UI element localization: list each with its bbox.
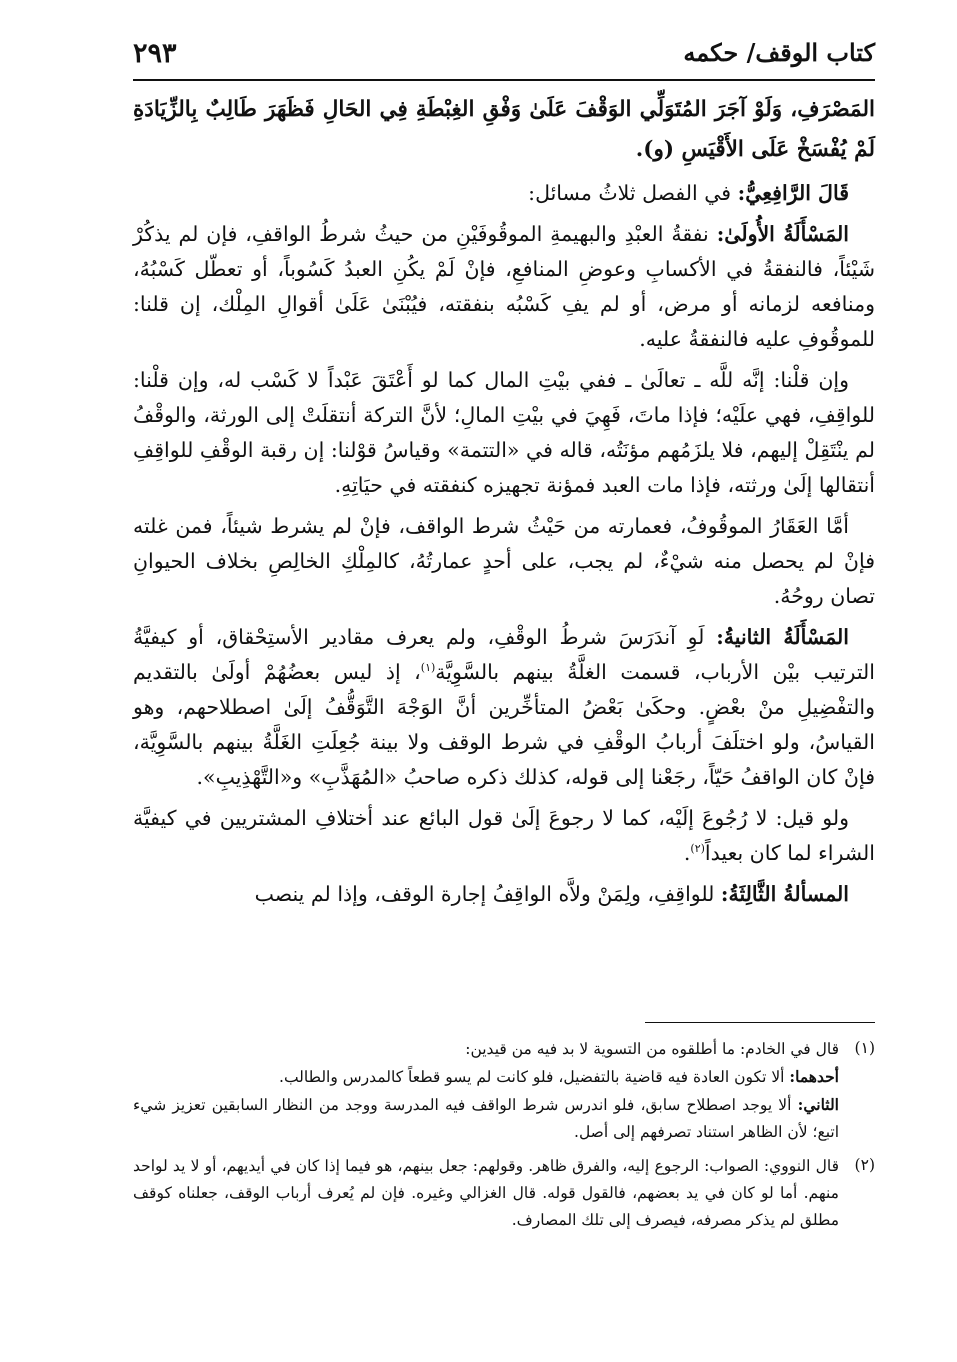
paragraph-text: لَوِ آندَرَسَ شرطُ الوقْفِ، ولم يعرف مقادير الأستِحْقاق، أو كيفيَّةُ الترتيب بيْن الأرباب، قسمت الغلَّةُ بينهم بالسَّوِيَّة <box>133 625 875 684</box>
paragraph-second-issue <box>133 620 875 795</box>
paragraph-body <box>133 801 875 871</box>
footnote-lead: أحدهما: <box>789 1067 839 1086</box>
paragraph-first-issue <box>133 217 875 357</box>
paragraph-third-issue <box>133 877 875 912</box>
footnote-body <box>133 1035 839 1146</box>
footnote-text: ألا يوجد اصطلاح سابق، فلو اندرس شرط الواقف فيه المدرسة ووجد من النظار السابقين تعزيز شيء اتبع؛ لأن الظاهر استناد تصرفهم إلى أصل. <box>133 1096 839 1141</box>
paragraph-text: ولو قيل: لا رُجُوعَ إلَيْه، كما لا رجوعَ إلَىٰ قول البائع عند أختلافِ المشتريين في كيفيَّة الشراء لما كان بعيداً <box>133 806 875 865</box>
footnote-separator <box>645 1022 875 1023</box>
paragraph-rafii-intro <box>133 176 875 211</box>
footnote-line <box>133 1035 839 1063</box>
paragraph-text: . <box>683 841 691 865</box>
main-text <box>133 90 875 918</box>
footnote-line <box>133 1091 839 1146</box>
footnote-ref[interactable]: (١) <box>420 661 436 675</box>
paragraph-text: ، إذ ليس بعضُهُمْ أولَىٰ بالتقديم والتفْضِيلِ منْ بعْضٍ. وحكَىٰ بَعْضُ المتأخِّرين أنَّ الوَجْهَ التَّوَقُّفُ إلَىٰ اصطلاحهم، وهو القياسُ، ولو اختلَفَ أربابُ الوقْفِ في شرط الوقف ولا بينة جُعِلَتِ الغَلَّةُ بينهم بالسَّوِيَّة، فإنْ كان الواقفُ حَيّاً، رجَعْنا إلى قوله، كذلك ذكره صاحبُ «المُهَذَّبِ» و«التَّهْذِيبِ». <box>133 660 875 789</box>
header-rule <box>133 79 875 81</box>
footnote-number: (٢) <box>854 1156 875 1174</box>
paragraph-text: وإن قلْنا: إنَّه للَّه ـ تعالَىٰ ـ ففي بيْتِ المال كما لو أَعْتَقَ عَبْداً لا كَسْب له، وإن قلْنا: للواقِفِ، فهي علَيْه؛ فإذا ماتَ، فَهِيَ في بيْتِ المالِ؛ لأنَّ التركة أنتقلَتْ إلى الورثة، والوقْفُ لم ينْتَقِلْ إليهم، فلا يلزَمُهم مؤنَتُه، قاله في «التتمة» وقياسُ قوْلنا: إن رقبة الوقْفِ للواقِفِ أنتقالها إلَىٰ ورثته، فإذا مات العبد فمؤنة تجهيزه كنفقته في حيَاتِهِ. <box>133 368 875 497</box>
page-number: ٢٩٣ <box>133 38 177 69</box>
paragraph-text: المَصْرَفِ، وَلَوْ آجَرَ المُتَوَلِّي الوَقْفَ عَلَىٰ وَفْقِ الغِبْطَةِ فِي الحَالِ فَظَهَرَ طَالِبٌ بِالزِّيَادَةِ لَمْ يُفْسَخْ عَلَى الأَقْيَسِ (و). <box>133 97 875 162</box>
footnote <box>133 1035 875 1146</box>
footnote-ref[interactable]: (٢) <box>690 842 705 856</box>
footnote-text: قال النووي: الصواب: الرجوع إليه، والفرق ظاهر. وقولهم: جعل بينهم، هو فيما إذا كان في أيديهم، أو لا يد لواحد منهم. أما لو كان في يد بعضهم، فالقول قوله. قال الغزالي وغيره. فإن لم يُعرف أرباب الوقف، جعلناه كوقف مطلق لم يذكر مصرفه، فيصرف إلى تلك المصارف. <box>133 1157 839 1229</box>
paragraph-lead: المَسْأَلَةُ الثانيةُ: <box>716 625 849 649</box>
footnote-lead: الثاني: <box>797 1095 839 1114</box>
running-head <box>133 30 875 80</box>
footnote-text: قال في الخادم: ما أطلقوه من التسوية لا بد فيه من قيدين: <box>465 1040 839 1058</box>
paragraph-text: أمَّا العَقَارُ الموقُوفُ، فعمارته من حَيْثُ شرط الواقف، فإنْ لم يشرط شيئاً، فمن غلته فإنْ لم يحصل منه شيْءٌ، لم يجب، على أحدٍ عمارتُهُ، كالمِلْكِ الخالِصِ بخلاف الحيوانِ تصان روحُهُ. <box>133 514 875 608</box>
footnote <box>133 1152 875 1234</box>
paragraph-text: نفقةُ العبْدِ والبهيمةِ الموقُوفَيْنِ من حيثُ شرطُ الواقفِ، فإن لم يذكُرْ شَيْئاً، فالنفقةُ في الأكسابِ وعوضِ المنافعِ، فإنْ لَمْ يكُنِ العبدُ كَسُوباً، أو تعطّل كَسْبُهُ، ومنافعه لزمانه أو مرض، أو لم يفِ كَسْبُه بنفقته، فيُبْنَىٰ عَلَىٰ أقوالِ المِلْك، إن قلنا: للموقُوفِ عليه فالنفقةُ عليه. <box>133 222 875 351</box>
footnote-line <box>133 1063 839 1091</box>
footnote-body <box>133 1152 839 1234</box>
footnotes <box>133 1035 875 1240</box>
paragraph-matn <box>133 90 875 170</box>
paragraph-text: للواقِفِ، ولِمَنْ ولاَّه الواقِفُ إجارة الوقف، وإذا لم ينصب <box>254 882 721 906</box>
footnote-line <box>133 1152 839 1234</box>
paragraph-lead: المسألةُ الثَّالِثَةُ: <box>720 882 849 906</box>
paragraph-lead: المَسْأَلَةُ الأُولَىٰ: <box>716 222 849 246</box>
footnote-text: ألا تكون العادة فيه قاضية بالتفضيل، فلو كانت لم يسو قطعاً كالمدرس والطالب. <box>279 1068 790 1086</box>
running-head-title: كتاب الوقف/ حكمه <box>683 38 875 67</box>
paragraph-body <box>133 363 875 503</box>
paragraph-body <box>133 509 875 614</box>
paragraph-lead: قَالَ الرَّافِعِيُّ: <box>737 181 849 205</box>
footnote-number: (١) <box>854 1039 875 1057</box>
paragraph-text: في الفصل ثلاثُ مسائل: <box>528 181 738 205</box>
